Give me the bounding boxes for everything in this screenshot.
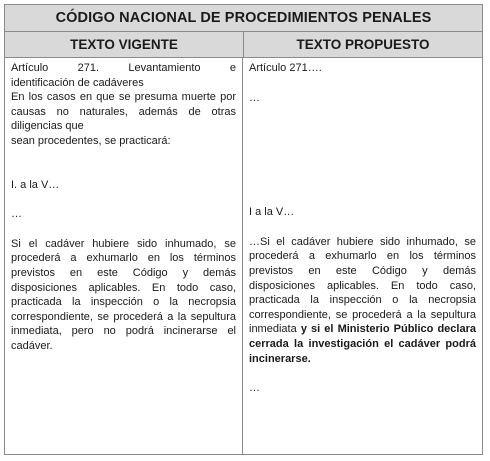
table-body-row bbox=[5, 58, 482, 455]
proposed-ellipsis-bottom: … bbox=[249, 382, 260, 395]
current-ellipsis: … bbox=[11, 208, 22, 221]
proposed-text-column bbox=[243, 58, 482, 455]
proposed-fractions: I a la V… bbox=[249, 206, 295, 219]
proposed-exhumation-paragraph bbox=[249, 235, 476, 366]
header-proposed-text: TEXTO PROPUESTO bbox=[296, 37, 430, 52]
current-fractions: I. a la V… bbox=[11, 178, 60, 191]
current-article-heading-line1: Artículo 271. Levantamiento e bbox=[11, 62, 236, 74]
column-headers bbox=[5, 32, 482, 58]
table-title: CÓDIGO NACIONAL DE PROCEDIMIENTOS PENALES bbox=[5, 5, 482, 32]
comparison-table bbox=[4, 4, 483, 455]
current-text-column bbox=[5, 58, 243, 455]
proposed-exhumation-text: …Si el cadáver hubiere sido inhumado, se procederá a exhumarlo en los términos previstos en este Código y demás disposiciones aplicables. En todo caso, practicada la inspección o la necropsia correspondiente, se procederá a la sepultura inmediata bbox=[249, 235, 476, 336]
current-intro-paragraph: En los casos en que se presuma muerte por causas no naturales, además de otras diligencias que bbox=[11, 91, 236, 133]
current-intro-paragraph-end: sean procedentes, se practicará: bbox=[11, 134, 171, 147]
header-current-text: TEXTO VIGENTE bbox=[5, 32, 244, 57]
current-article-heading-line2: identificación de cadáveres bbox=[11, 76, 144, 89]
current-exhumation-paragraph: Si el cadáver hubiere sido inhumado, se procederá a exhumarlo en los términos previstos en este Código y demás disposiciones aplicables. En todo caso, practicada la inspección o la necropsia correspondiente, se procederá a la sepultura inmediata, pero no podrá incinerarse el cadáver. bbox=[11, 237, 236, 352]
proposed-amendment-bold: y si el Ministerio Público declara cerrada la investigación el cadáver podrá incinerarse. bbox=[249, 323, 476, 365]
proposed-ellipsis-top: … bbox=[249, 91, 260, 104]
proposed-article-heading: Artículo 271…. bbox=[249, 62, 322, 74]
